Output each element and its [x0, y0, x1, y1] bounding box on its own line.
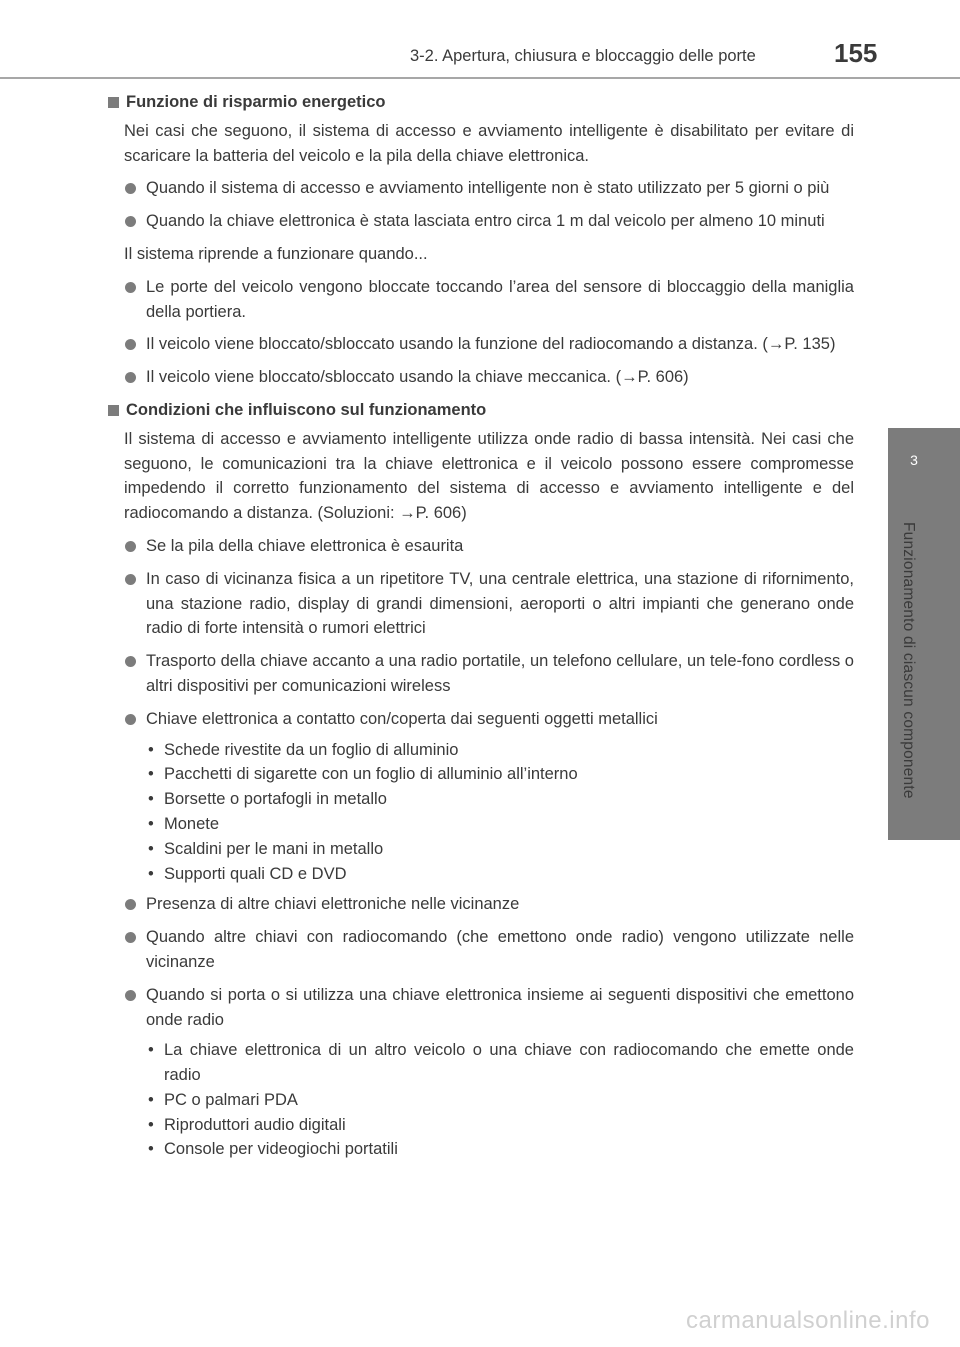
- list-item: [146, 707, 854, 732]
- list-item-text: Quando si porta o si utilizza una chiave elettronica insieme ai seguenti dispositivi che emettono onde radio: [146, 985, 854, 1029]
- circle-bullet-icon: [125, 714, 136, 725]
- paragraph: Il sistema di accesso e avviamento intelligente utilizza onde radio di bassa intensità. Nei casi che seguono, le comunicazioni tra la chiave elettronica e il veicolo possono essere compromesse impedendo il corretto funzionamento del sistema di accesso e avviamento intelligente e del radiocomando a distanza. (Soluzioni: →P. 606): [124, 429, 854, 523]
- circle-bullet-icon: [125, 541, 136, 552]
- list-item-text: Il veicolo viene bloccato/sbloccato usando la chiave meccanica. (→P. 606): [146, 368, 689, 387]
- sub-list-item: • Scaldini per le mani in metallo: [146, 837, 854, 862]
- page-number: 155: [834, 38, 878, 68]
- list-item: [146, 534, 854, 559]
- section-heading-text: Condizioni che influiscono sul funzionamento: [126, 400, 487, 419]
- sub-list-item: • Console per videogiochi portatili: [146, 1137, 854, 1162]
- list-item-text: Il veicolo viene bloccato/sbloccato usando la funzione del radiocomando a distanza. (→P. 135): [146, 335, 836, 354]
- circle-bullet-icon: [125, 656, 136, 667]
- paragraph: Nei casi che seguono, il sistema di accesso e avviamento intelligente è disabilitato per evitare di scaricare la batteria del veicolo e la pila della chiave elettronica.: [124, 121, 854, 165]
- chapter-number: 3: [910, 452, 918, 468]
- chapter-title: Funzionamento di ciascun componente: [900, 522, 917, 799]
- sub-list-item: • Schede rivestite da un foglio di alluminio: [146, 738, 854, 763]
- metal-objects-list: [146, 738, 854, 887]
- circle-bullet-icon: [125, 990, 136, 1001]
- sub-list-item: • La chiave elettronica di un altro veicolo o una chiave con radiocomando che emette onde radio: [146, 1038, 854, 1088]
- circle-bullet-icon: [125, 932, 136, 943]
- circle-bullet-icon: [125, 339, 136, 350]
- list-item: [146, 567, 854, 641]
- paragraph: Il sistema riprende a funzionare quando...: [124, 244, 428, 263]
- header-rule: [0, 77, 960, 79]
- list-item-text: Quando altre chiavi con radiocomando (che emettono onde radio) vengono utilizzate nelle vicinanze: [146, 928, 854, 971]
- list-item-text: Presenza di altre chiavi elettroniche nelle vicinanze: [146, 895, 520, 914]
- sub-list-item: • Pacchetti di sigarette con un foglio di alluminio all’interno: [146, 762, 854, 787]
- sub-list-item: • PC o palmari PDA: [146, 1088, 854, 1113]
- sub-list-item: • Supporti quali CD e DVD: [146, 862, 854, 887]
- devices-list: [146, 1038, 854, 1162]
- list-item: [146, 365, 854, 390]
- sub-list-item: • Borsette o portafogli in metallo: [146, 787, 854, 812]
- circle-bullet-icon: [125, 183, 136, 194]
- square-bullet-icon: [108, 97, 119, 108]
- page-header: [0, 0, 960, 80]
- watermark: carmanualsonline.info: [686, 1307, 930, 1334]
- section-title: 3-2. Apertura, chiusura e bloccaggio delle porte: [410, 47, 756, 65]
- section-heading: [108, 90, 854, 115]
- list-item-text: In caso di vicinanza fisica a un ripetitore TV, una centrale elettrica, una stazione di rifornimento, una stazione radio, display di grandi dimensioni, aeroporti o altri impianti che generano onde radio di forte intensità o rumori elettrici: [146, 569, 854, 638]
- list-item-text: Quando la chiave elettronica è stata lasciata entro circa 1 m dal veicolo per almeno 10 minuti: [146, 212, 825, 231]
- list-item: [146, 925, 854, 975]
- circle-bullet-icon: [125, 216, 136, 227]
- list-item: [146, 209, 854, 234]
- page-content: [108, 90, 854, 1168]
- square-bullet-icon: [108, 405, 119, 416]
- circle-bullet-icon: [125, 282, 136, 293]
- list-item-text: Le porte del veicolo vengono bloccate toccando l’area del sensore di bloccaggio della maniglia della portiera.: [146, 277, 854, 321]
- list-item-text: Se la pila della chiave elettronica è esaurita: [146, 536, 464, 555]
- circle-bullet-icon: [125, 372, 136, 383]
- list-item: [146, 176, 854, 201]
- list-item: [146, 649, 854, 699]
- list-item: [146, 983, 854, 1033]
- section-heading: [108, 398, 854, 423]
- list-item-text: Trasporto della chiave accanto a una radio portatile, un telefono cellulare, un tele-fono cordless o altri dispositivi per comunicazioni wireless: [146, 652, 854, 695]
- sub-list-item: • Riproduttori audio digitali: [146, 1113, 854, 1138]
- section-heading-text: Funzione di risparmio energetico: [126, 93, 386, 111]
- circle-bullet-icon: [125, 899, 136, 910]
- sub-list-item: • Monete: [146, 812, 854, 837]
- list-item-text: Chiave elettronica a contatto con/coperta dai seguenti oggetti metallici: [146, 709, 658, 728]
- list-item: [146, 275, 854, 325]
- list-item: [146, 892, 854, 917]
- list-item-text: Quando il sistema di accesso e avviamento intelligente non è stato utilizzato per 5 giorni o più: [146, 179, 830, 198]
- circle-bullet-icon: [125, 574, 136, 585]
- list-item: [146, 332, 854, 357]
